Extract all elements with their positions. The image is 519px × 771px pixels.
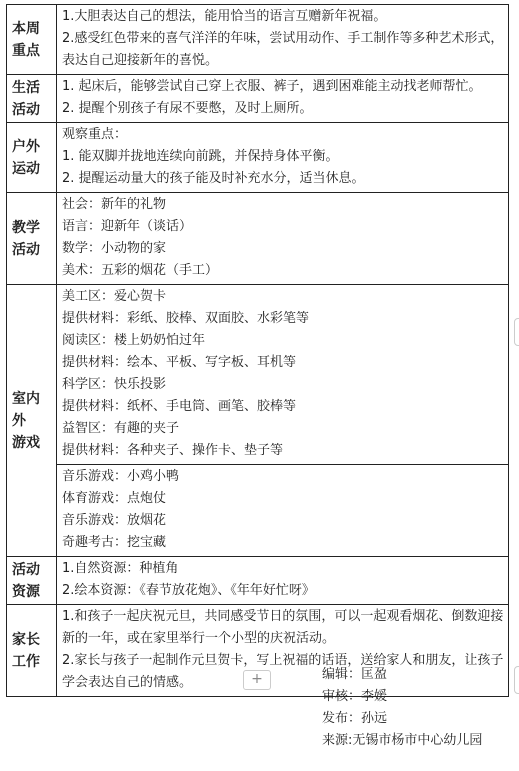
content-line: 提供材料：纸杯、手电筒、画笔、胶棒等 <box>62 399 297 414</box>
row-label-teaching: 教学 活动 <box>7 193 57 285</box>
row-label-daily-life: 生活 活动 <box>7 75 57 123</box>
content-line: 美工区：爱心贺卡 <box>62 289 167 304</box>
reviewer-credit: 审核：李媛 <box>322 689 388 704</box>
content-line: 2. 提醒个别孩子有尿不要憋，及时上厕所。 <box>62 101 313 116</box>
content-line: 益智区：有趣的夹子 <box>62 421 180 436</box>
row-content-games <box>57 285 509 557</box>
publisher-credit: 发布：孙远 <box>322 711 388 726</box>
row-label-parents: 家长 工作 <box>7 605 57 697</box>
content-line: 观察重点： <box>62 127 128 142</box>
content-line: 提供材料：绘本、平板、写字板、耳机等 <box>62 355 297 370</box>
content-line: 2.绘本资源：《春节放花炮》、《年年好忙呀》 <box>62 583 315 598</box>
row-daily-life <box>7 75 509 123</box>
content-line: 美术：五彩的烟花（手工） <box>62 263 219 278</box>
row-content-outdoor-sports <box>57 123 509 193</box>
row-resources <box>7 557 509 605</box>
content-line: 阅读区：楼上奶奶怕过年 <box>62 333 206 348</box>
music-sports-games-block <box>57 464 508 554</box>
content-line: 1. 起床后，能够尝试自己穿上衣服、裤子，遇到困难能主动找老师帮忙。 <box>62 79 482 94</box>
content-line: 提供材料：各种夹子、操作卡、垫子等 <box>62 443 284 458</box>
add-block-button[interactable]: + <box>243 670 271 690</box>
content-line: 奇趣考古：挖宝藏 <box>62 535 167 550</box>
content-line: 数学：小动物的家 <box>62 241 167 256</box>
side-scroll-handle-upper[interactable] <box>514 318 519 346</box>
side-scroll-handle-lower[interactable] <box>514 666 519 694</box>
row-label-weekly-focus: 本周 重点 <box>7 5 57 75</box>
content-line: 提供材料：彩纸、胶棒、双面胶、水彩笔等 <box>62 311 310 326</box>
content-line: 1.和孩子一起庆祝元旦，共同感受节日的氛围，可以一起观看烟花、倒数迎接新的一年，或在家里举行一个小型的庆祝活动。 <box>62 609 504 646</box>
content-line: 语言：迎新年（谈话） <box>62 219 193 234</box>
weekly-plan-table <box>6 4 509 697</box>
content-line: 音乐游戏：放烟花 <box>62 513 167 528</box>
row-content-daily-life <box>57 75 509 123</box>
content-line: 音乐游戏：小鸡小鸭 <box>62 469 180 484</box>
content-line: 2.感受红色带来的喜气洋洋的年味，尝试用动作、手工制作等多种艺术形式，表达自己迎接新年的喜悦。 <box>62 31 504 68</box>
row-content-weekly-focus <box>57 5 509 75</box>
content-line: 1. 能双脚并拢地连续向前跳，并保持身体平衡。 <box>62 149 339 164</box>
content-line: 2. 提醒运动量大的孩子能及时补充水分，适当休息。 <box>62 171 365 186</box>
editor-credit: 编辑：匡盈 <box>322 667 388 682</box>
content-line: 社会：新年的礼物 <box>62 197 167 212</box>
source-credit: 来源:无锡市杨市中心幼儿园 <box>322 733 483 748</box>
row-content-resources <box>57 557 509 605</box>
credits-footer <box>322 664 482 752</box>
content-line: 1.自然资源：种植角 <box>62 561 179 576</box>
content-line: 1.大胆表达自己的想法，能用恰当的语言互赠新年祝福。 <box>62 9 387 24</box>
row-label-games: 室内 外 游戏 <box>7 285 57 557</box>
row-content-teaching <box>57 193 509 285</box>
content-line: 体育游戏：点炮仗 <box>62 491 167 506</box>
row-outdoor-sports <box>7 123 509 193</box>
row-label-resources: 活动 资源 <box>7 557 57 605</box>
row-label-outdoor-sports: 户外 运动 <box>7 123 57 193</box>
content-line: 2.家长与孩子一起制作元旦贺卡，写上祝福的话语，送给家人和朋友，让孩子学会表达自己的情感。 <box>62 653 504 690</box>
content-line: 科学区：快乐投影 <box>62 377 167 392</box>
row-games <box>7 285 509 557</box>
row-teaching <box>7 193 509 285</box>
row-weekly-focus <box>7 5 509 75</box>
